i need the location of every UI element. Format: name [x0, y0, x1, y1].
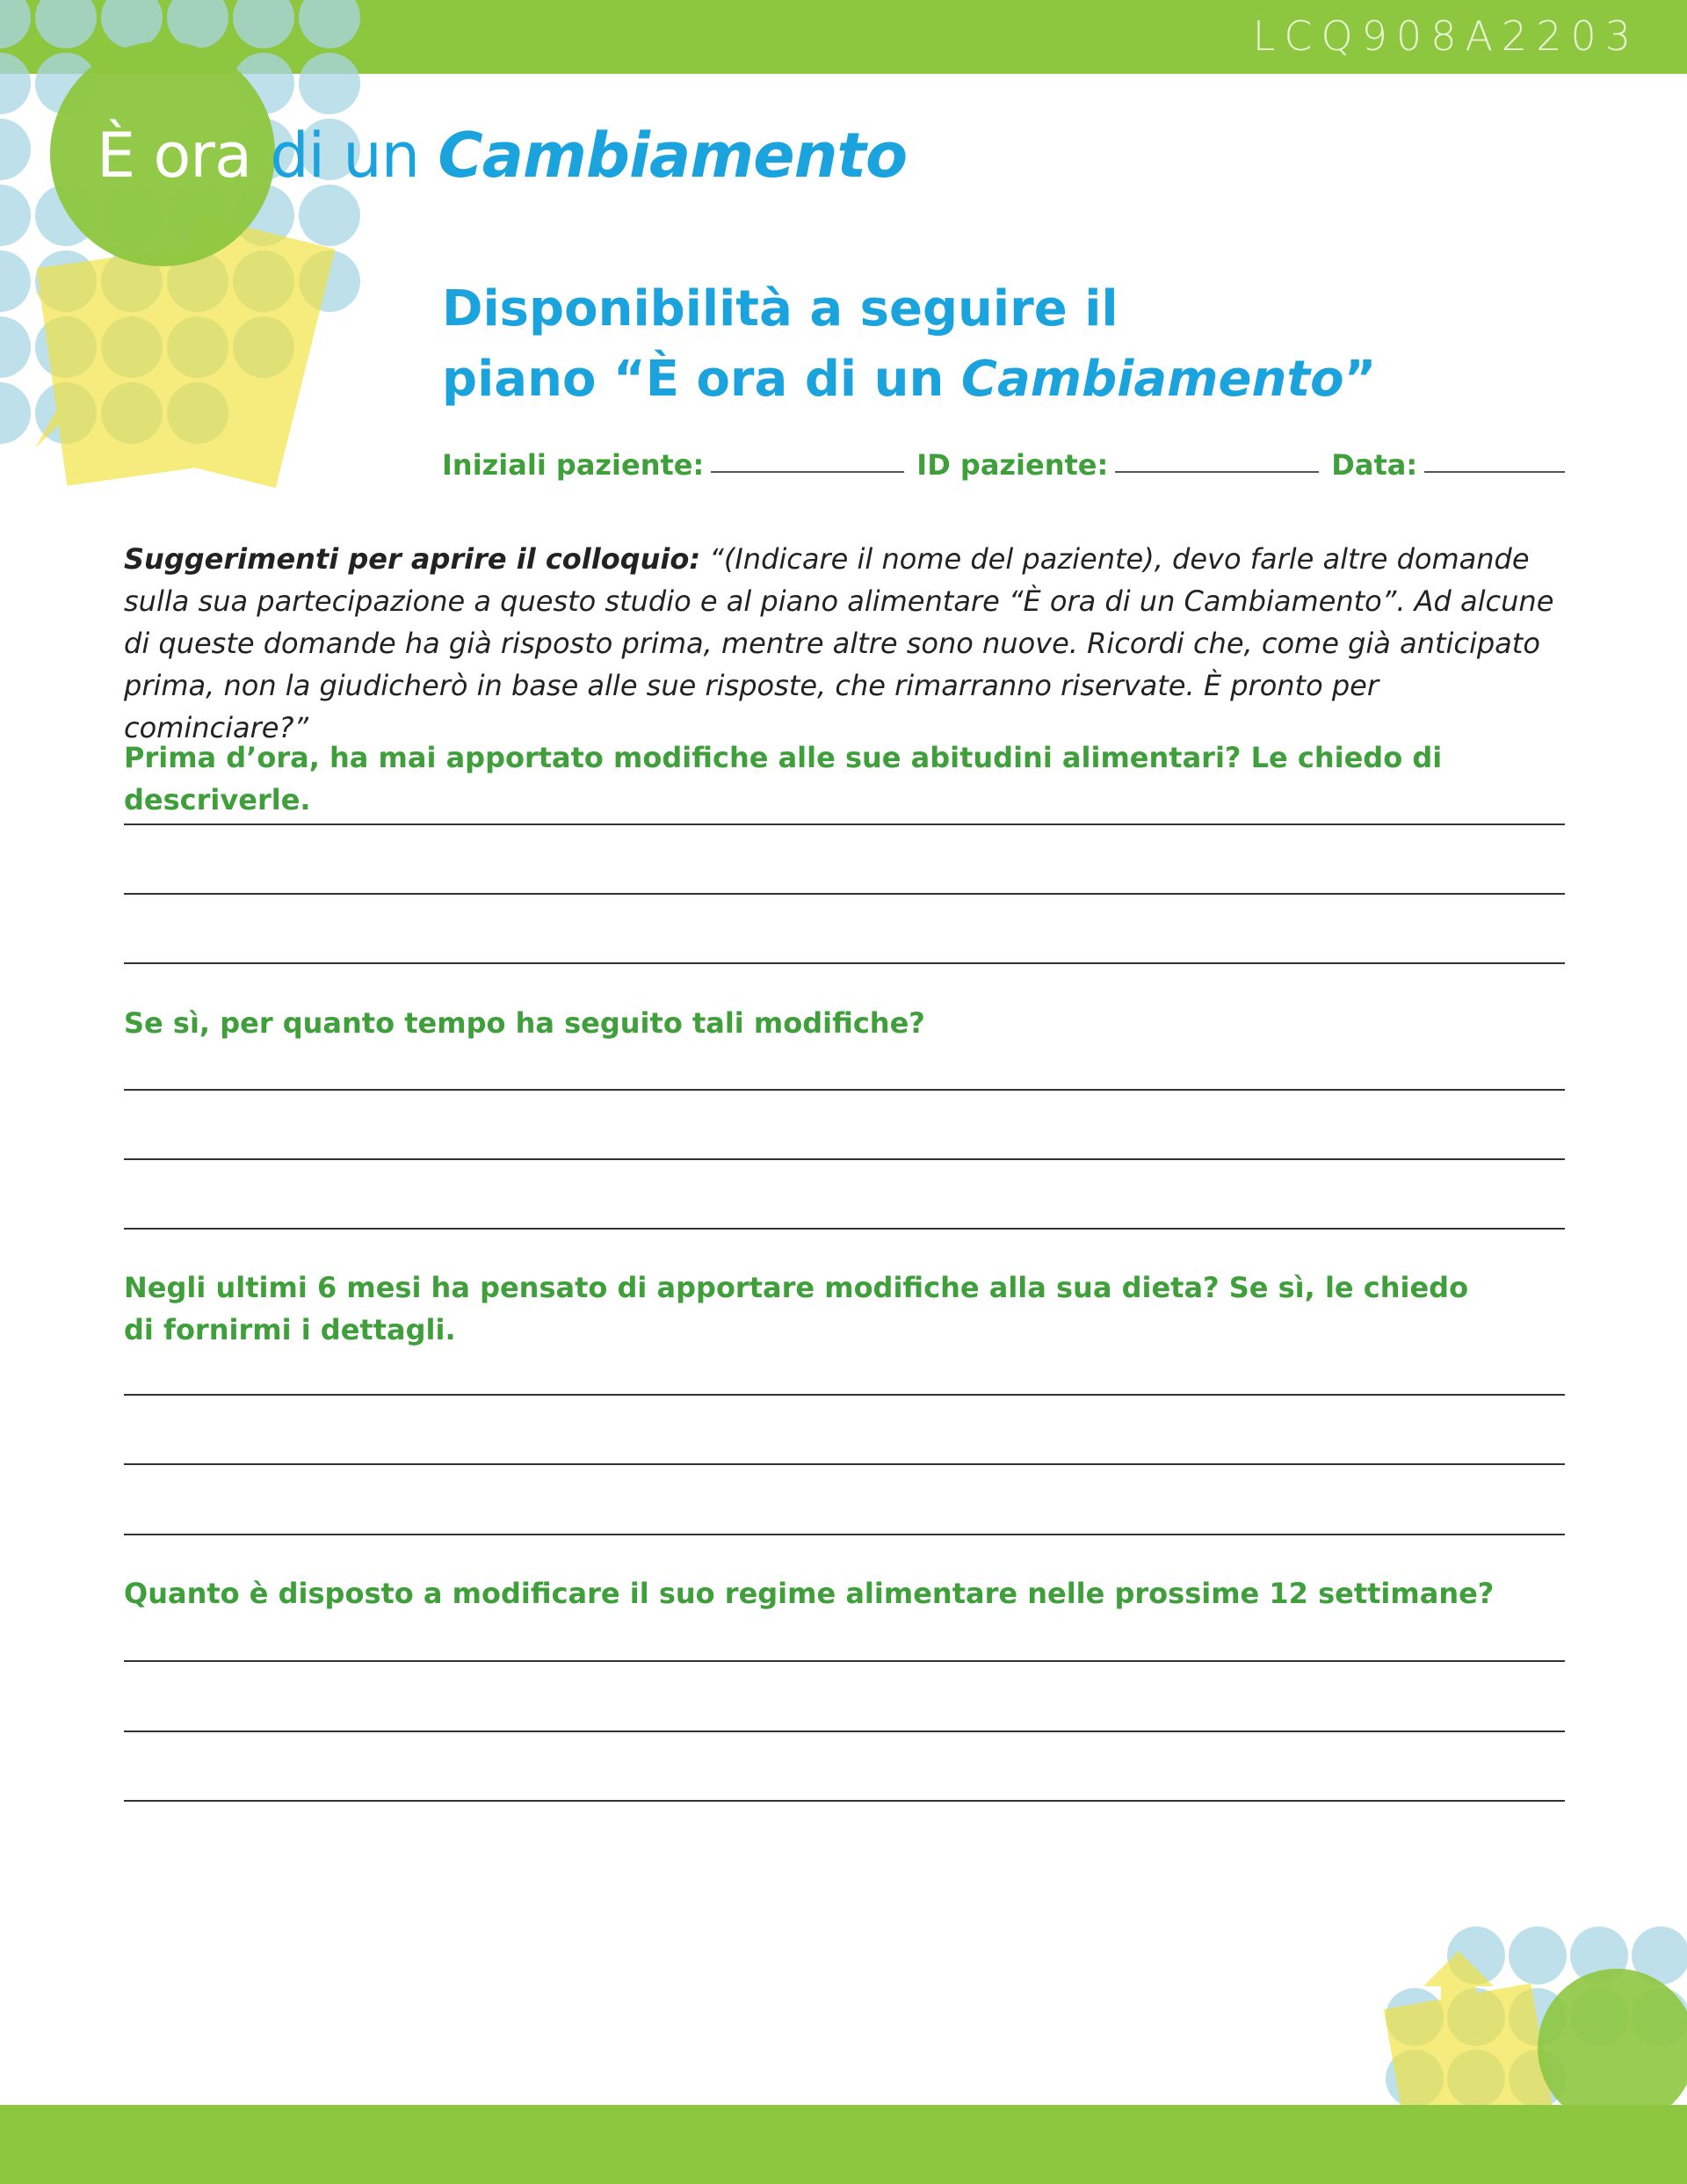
question-4: Quanto è disposto a modificare il suo regime alimentare nelle prossime 12 settimane? [124, 1577, 1495, 1610]
question-2: Se sì, per quanto tempo ha seguito tali modifiche? [124, 1006, 925, 1040]
intro-lead: Suggerimenti per aprire il colloquio: [124, 542, 701, 576]
question-3: Negli ultimi 6 mesi ha pensato di apportare modifiche alla sua dieta? Se sì, le chiedo di fornirmi i dettagli. [124, 1271, 1469, 1346]
brand-part-3: Cambiamento [438, 120, 908, 192]
question-1: Prima d’ora, ha mai apportato modifiche alle sue abitudini alimentari? Le chiedo di descriverle. [124, 741, 1443, 816]
date-field[interactable] [1424, 469, 1565, 473]
page-title [442, 274, 1408, 415]
patient-fields [442, 438, 1577, 482]
answer-line[interactable] [124, 1089, 1565, 1091]
answer-line[interactable] [124, 1534, 1565, 1535]
answer-line[interactable] [124, 1463, 1565, 1465]
decorative-pattern-top [0, 0, 369, 501]
answer-line[interactable] [124, 962, 1565, 964]
answer-line[interactable] [124, 1228, 1565, 1230]
title-line-1: Disponibilità a seguire il [442, 280, 1119, 337]
title-line-2 [442, 345, 1408, 415]
answer-line[interactable] [124, 1800, 1565, 1802]
answer-line[interactable] [124, 1158, 1565, 1160]
answer-line[interactable] [124, 1731, 1565, 1732]
date-label: Data: [1331, 448, 1418, 482]
title-line-2-end: ” [1343, 351, 1377, 408]
brand-logo [97, 120, 907, 192]
answer-line[interactable] [124, 824, 1565, 825]
brand-part-1: È ora [97, 120, 251, 192]
answer-line[interactable] [124, 1394, 1565, 1396]
id-field[interactable] [1115, 469, 1319, 473]
intro-paragraph [124, 538, 1565, 749]
bottom-bar [0, 2105, 1687, 2184]
intro-text: “(Indicare il nome del paziente), devo farle altre domande sulla sua partecipazione a questo studio e al piano alimentare “È ora di un Cambiamento”. Ad alcune di queste domande ha già risposto prima, mentre altre sono nuove. Ricordi che, come già anticipato prima, non la giudicherò in base alle sue risposte, che rimarranno riservate. È pronto per cominciare?” [124, 542, 1554, 744]
document-code: LCQ908A2203 [1252, 12, 1640, 60]
title-line-2-start: piano “È ora di un [442, 351, 961, 408]
id-label: ID paziente: [916, 448, 1109, 482]
initials-label: Iniziali paziente: [442, 448, 705, 482]
brand-part-2: di un [250, 120, 438, 192]
answer-line[interactable] [124, 1660, 1565, 1662]
answer-line[interactable] [124, 893, 1565, 895]
initials-field[interactable] [711, 469, 904, 473]
title-line-2-italic: Cambiamento [960, 351, 1344, 408]
